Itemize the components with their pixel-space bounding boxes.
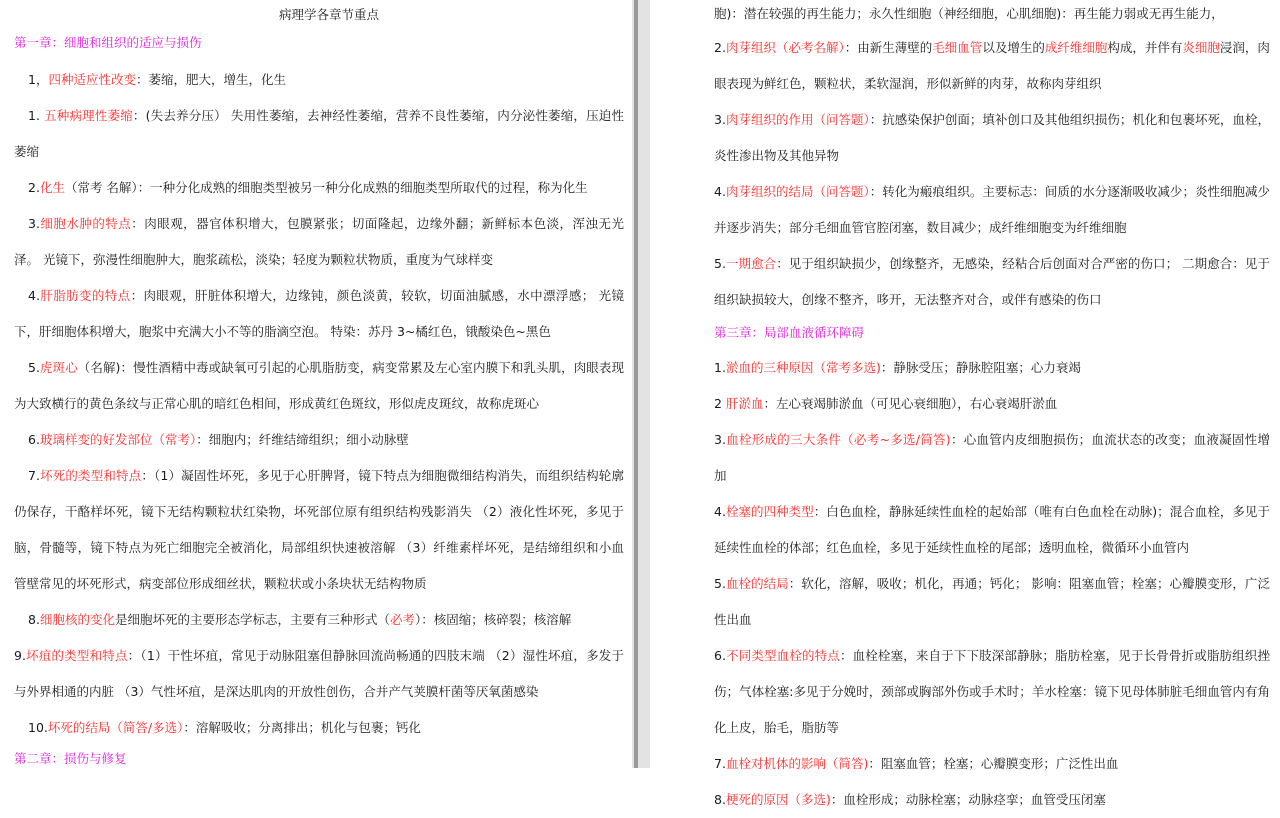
paragraph-l9: 8.细胞核的变化是细胞坏死的主要形态学标志，主要有三种形式（必考）：核固缩；核碎裂；核溶解 <box>28 612 572 627</box>
paragraph-l5: 4.肝脂肪变的特点：肉眼观，肝脏体积增大，边缘钝，颜色淡黄，较软，切面油腻感，水中漂浮感； 光镜下，肝细胞体积增大，胞浆中充满大小不等的脂滴空泡。 特染：苏丹 3~橘红色，锇酸染色~黑色 <box>14 288 624 339</box>
paragraph-r10: 5.血栓的结局：软化，溶解，吸收；机化，再通；钙化； 影响：阻塞血管；栓塞；心瓣膜变形，广泛性出血 <box>714 576 1270 627</box>
paragraph-r11: 6.不同类型血栓的特点：血栓栓塞，来自于下下肢深部静脉；脂肪栓塞，见于长骨骨折或脂肪组织挫伤；气体栓塞:多见于分娩时，颈部或胸部外伤或手术时；羊水栓塞：镜下见母体肺脏毛细血管内有角化上皮，胎毛，脂肪等 <box>714 648 1270 735</box>
paragraph-l8: 7.坏死的类型和特点：（1）凝固性坏死，多见于心肝脾肾，镜下特点为细胞微细结构消失，而组织结构轮廓仍保存，干酪样坏死，镜下无结构颗粒状红染物，坏死部位原有组织结构残影消失 （2）液化性坏死，多见于脑，骨髓等，镜下特点为死亡细胞完全被消化，局部组织快速被溶解 （3）纤维素样坏死，是结缔组织和小血管壁常见的坏死形式，病变部位形成细丝状，颗粒状或小条块状无结构物质 <box>14 468 624 591</box>
paragraph-r5: 5.一期愈合：见于组织缺损少，创缘整齐，无感染，经粘合后创面对合严密的伤口； 二期愈合：见于组织缺损较大，创缘不整齐，哆开，无法整齐对合，或伴有感染的伤口 <box>714 256 1270 307</box>
paragraph-r13: 8.梗死的原因（多选)：血栓形成；动脉栓塞；动脉痉挛；血管受压闭塞 <box>714 792 1106 807</box>
paragraph-l2: 1. 五种病理性萎缩：(失去养分压） 失用性萎缩，去神经性萎缩，营养不良性萎缩，内分泌性萎缩，压迫性萎缩 <box>14 108 624 159</box>
paragraph-r9: 4.栓塞的四种类型：白色血栓，静脉延续性血栓的起始部（唯有白色血栓在动脉)；混合血栓，多见于延续性血栓的体部；红色血栓，多见于延续性血栓的尾部；透明血栓，微循环小血管内 <box>714 504 1270 555</box>
paragraph-r6: 1.淤血的三种原因（常考多选)：静脉受压；静脉腔阻塞；心力衰竭 <box>714 360 1081 375</box>
paragraph-r1: 胞)：潜在较强的再生能力；永久性细胞（神经细胞，心肌细胞)：再生能力弱或无再生能力， <box>714 6 1224 21</box>
paragraph-r7: 2 肝淤血：左心衰竭肺淤血（可见心衰细胞），右心衰竭肝淤血 <box>714 396 1058 411</box>
paragraph-r2: 2.肉芽组织（必考名解）：由新生薄壁的毛细血管以及增生的成纤维细胞构成，并伴有炎细胞浸润，肉眼表现为鲜红色，颗粒状，柔软湿润，形似新鲜的肉芽，故称肉芽组织 <box>714 40 1270 91</box>
paragraph-l10: 9.坏疽的类型和特点：（1）干性坏疽，常见于动脉阻塞但静脉回流尚畅通的四肢末端 （2）湿性坏疽，多发于与外界相通的内脏 （3）气性坏疽，是深达肌肉的开放性创伤，合并产气荚膜杆菌等厌氧菌感染 <box>14 648 624 699</box>
right-page <box>650 0 1280 807</box>
paragraph-r4: 4.肉芽组织的结局（问答题）：转化为瘢痕组织。主要标志：间质的水分逐渐吸收减少；炎性细胞减少并逐步消失；部分毛细血管官腔闭塞，数目减少；成纤维细胞变为纤维细胞 <box>714 184 1270 235</box>
scrollbar[interactable] <box>634 0 638 768</box>
left-page <box>0 0 632 768</box>
chapter-heading-1: 第一章：细胞和组织的适应与损伤 <box>14 35 202 50</box>
chapter-heading-3: 第三章：局部血液循环障碍 <box>714 325 865 340</box>
document-title: 病理学各章节重点 <box>278 7 379 22</box>
paragraph-r3: 3.肉芽组织的作用（问答题）：抗感染保护创面；填补创口及其他组织损伤；机化和包裹坏死，血栓，炎性渗出物及其他异物 <box>714 112 1270 163</box>
paragraph-l6: 5.虎斑心（名解)：慢性酒精中毒或缺氧可引起的心肌脂肪变，病变常累及左心室内膜下和乳头肌，肉眼表现为大致横行的黄色条纹与正常心肌的暗红色相间，形成黄红色斑纹，形似虎皮斑纹，故称虎斑心 <box>14 360 624 411</box>
paragraph-l11: 10.坏死的结局（简答/多选）：溶解吸收；分离排出；机化与包裹；钙化 <box>28 720 421 735</box>
paragraph-r8: 3.血栓形成的三大条件（必考~多选/简答)：心血管内皮细胞损伤；血流状态的改变；血液凝固性增加 <box>714 432 1270 483</box>
paragraph-l4: 3.细胞水肿的特点：肉眼观，器官体积增大，包膜紧张；切面隆起，边缘外翻；新鲜标本色淡，浑浊无光泽。 光镜下，弥漫性细胞肿大，胞浆疏松，淡染；轻度为颗粒状物质，重度为气球样变 <box>14 216 624 267</box>
paragraph-r12: 7.血栓对机体的影响（简答)：阻塞血管；栓塞；心瓣膜变形；广泛性出血 <box>714 756 1119 771</box>
paragraph-l7: 6.玻璃样变的好发部位（常考）：细胞内；纤维结缔组织；细小动脉壁 <box>28 432 409 447</box>
paragraph-l1: 1，四种适应性改变：萎缩，肥大，增生，化生 <box>28 72 286 87</box>
chapter-heading-2: 第二章：损伤与修复 <box>14 751 127 766</box>
paragraph-l3: 2.化生（常考 名解）：一种分化成熟的细胞类型被另一种分化成熟的细胞类型所取代的过程，称为化生 <box>28 180 588 195</box>
